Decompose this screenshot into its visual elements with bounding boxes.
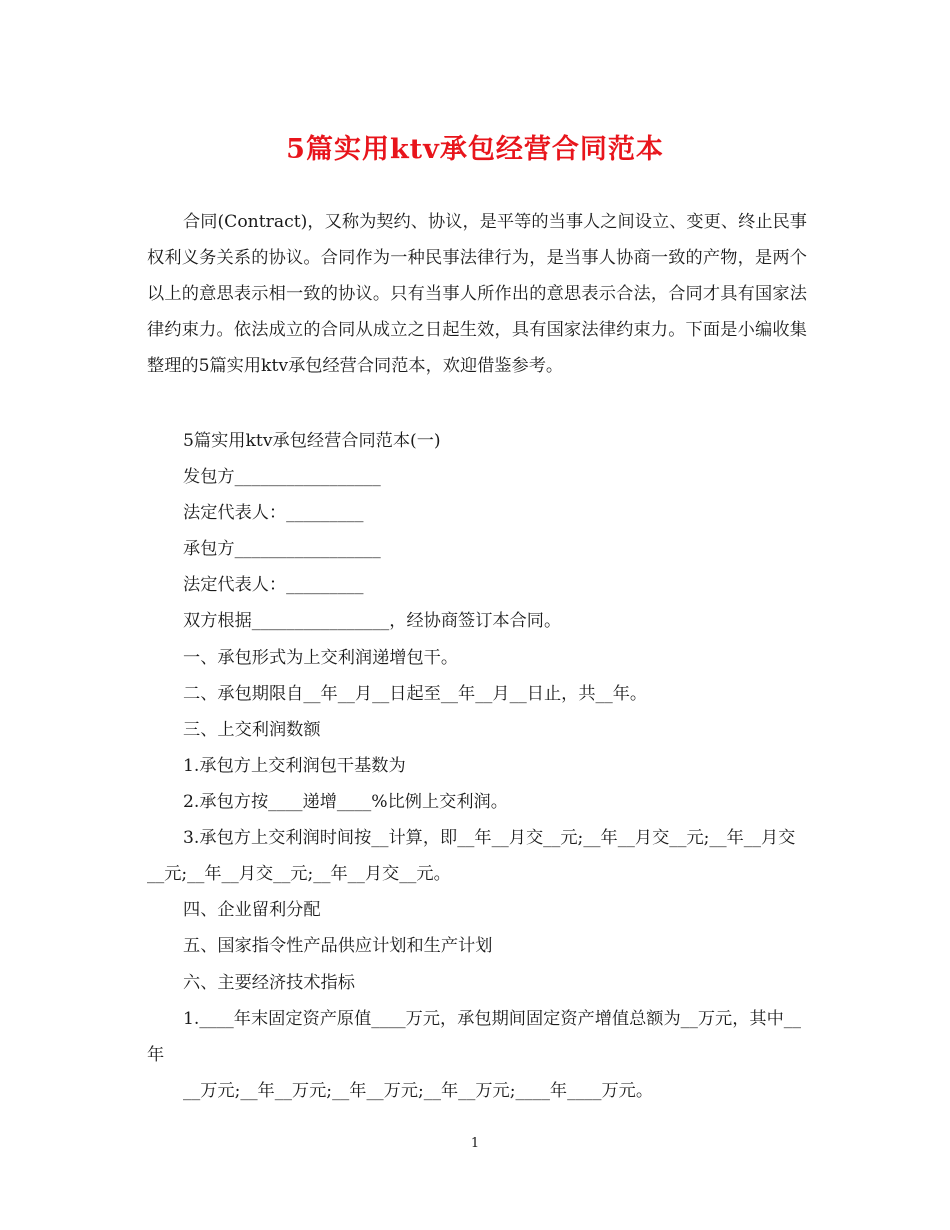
contract-line: __万元;__年__万元;__年__万元;__年__万元;____年____万元。 xyxy=(183,1081,654,1101)
contract-line: 法定代表人：_________ xyxy=(183,575,364,595)
contract-line: 1.承包方上交利润包干基数为 xyxy=(183,756,406,776)
contract-line: 发包方_________________ xyxy=(183,467,381,487)
intro-paragraph: 合同(Contract)，又称为契约、协议，是平等的当事人之间设立、变更、终止民事权利义务关系的协议。合同作为一种民事法律行为，是当事人协商一致的产物，是两个以上的意思表示相一致的协议。只有当事人所作出的意思表示合法，合同才具有国家法律约束力。依法成立的合同从成立之日起生效，具有国家法律约束力。下面是小编收集整理的5篇实用ktv承包经营合同范本，欢迎借鉴参考。 xyxy=(147,212,807,376)
contract-paragraph: 1.____年末固定资产原值____万元，承包期间固定资产增值总额为__万元，其中__年 xyxy=(147,1009,801,1065)
contract-line: 一、承包形式为上交利润递增包干。 xyxy=(183,648,459,668)
contract-line: 承包方_________________ xyxy=(183,539,381,559)
contract-paragraph: 3.承包方上交利润时间按__计算，即__年__月交__元;__年__月交__元;__年__月交__元;__年__月交__元;__年__月交__元。 xyxy=(147,828,796,884)
contract-line: 二、承包期限自__年__月__日起至__年__月__日止，共__年。 xyxy=(183,684,648,704)
page-number: 1 xyxy=(470,1136,480,1151)
contract-line: 2.承包方按____递增____%比例上交利润。 xyxy=(183,792,508,812)
document-title: 5篇实用ktv承包经营合同范本 xyxy=(286,134,664,165)
contract-line: 六、主要经济技术指标 xyxy=(183,973,355,993)
contract-line: 双方根据________________，经协商签订本合同。 xyxy=(183,611,562,631)
contract-line: 五、国家指令性产品供应计划和生产计划 xyxy=(183,936,493,956)
contract-line: 四、企业留利分配 xyxy=(183,900,321,920)
contract-line: 法定代表人：_________ xyxy=(183,503,364,523)
contract-line: 三、上交利润数额 xyxy=(183,720,321,740)
section-heading: 5篇实用ktv承包经营合同范本(一) xyxy=(183,431,441,451)
